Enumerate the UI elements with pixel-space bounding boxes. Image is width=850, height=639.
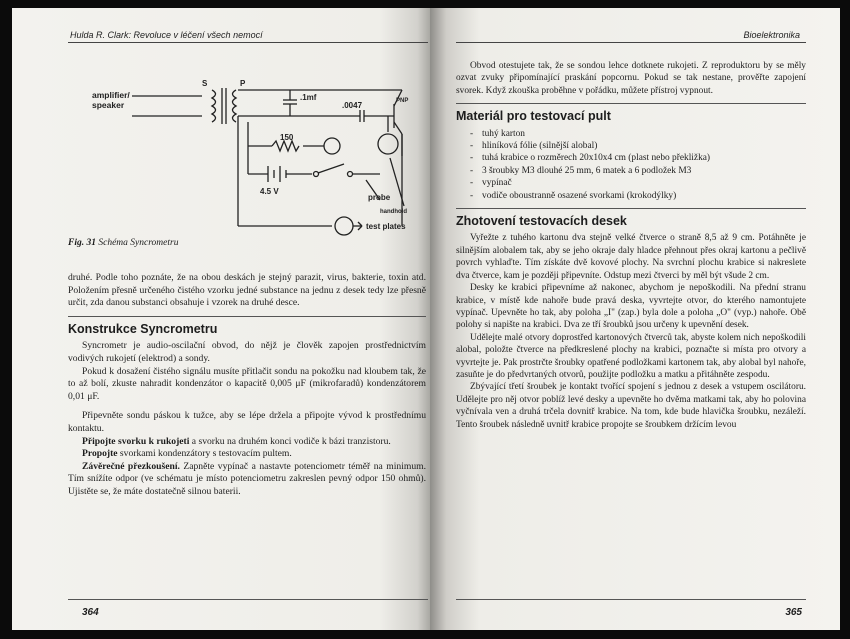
running-header: Bioelektronika — [743, 30, 800, 40]
list-item: - vodiče oboustranně osazené svorkami (krokodýlky) — [470, 190, 806, 202]
label-resistor: 150 — [280, 133, 294, 142]
header-rule — [68, 42, 428, 43]
section-title-zhotoveni: Zhotovení testovacích desek — [456, 214, 627, 229]
running-header: Hulda R. Clark: Revoluce v léčení všech nemocí — [70, 30, 263, 40]
paragraph: Zbývající třetí šroubek je kontakt tvořící spojení s jednou z desek a vstupem oscilátoru. Udělejte pro něj otvor poblíž levé desky a upevněte ho dvěma matkami tak, aby ho polovina vyčnívala ven a druhá trčela dovnitř krabice. Na tom, kde bude hlavička šroubku, nezáleží. Tento šroubek následně uvnitř krabice propojte se šroubkem držícím levou — [456, 382, 806, 430]
label-voltage: 4.5 V — [260, 187, 279, 196]
label-test-plates: test plates — [366, 222, 406, 231]
header-rule — [456, 42, 806, 43]
section-title-material: Materiál pro testovací pult — [456, 109, 611, 124]
label-cap-1mf: .1mf — [300, 93, 317, 102]
label-s: S — [202, 79, 208, 88]
paragraph: Udělejte malé otvory doprostřed kartonových čtverců tak, abyste kolem nich nepoškodili alobal, položte čtverce na předkreslené plochy na krabici, poznačte si místa pro otvory a vyvrtejte je. Pak prostrčte šroubky opatřené podložkami kartonem tak, aby alobal byl nahoře, zasuňte je do předvrtaných otvorů, použijte podložku a matku a přitáhněte zespodu. — [456, 332, 806, 380]
paragraph: Propojte svorkami kondenzátory s testovacím pultem. — [82, 448, 292, 460]
paragraph: Závěrečné přezkoušení. Zapněte vypínač a nastavte potenciometr téměř na minimum. Tím snížíte odpor (ve schématu je místo potenciometru zakreslen pevný odpor 150 ohmů). Ujistěte se, že máte dostatečně silnou baterii. — [68, 460, 426, 497]
page-number: 365 — [785, 607, 802, 618]
label-cap-0047: .0047 — [342, 101, 363, 110]
list-item: - tuhý karton — [470, 128, 806, 140]
paragraph: Pokud k dosažení čistého signálu musíte přitlačit sondu na pokožku nad kloubem tak, že to až bolí, zkuste nahradit kondenzátor o kapacitě 0,005 μF (mikrofaradů) kondenzátorem 0,01 μF. — [68, 365, 426, 402]
material-list — [456, 128, 806, 202]
paragraph: Syncrometr je audio-oscilační obvod, do nějž je člověk zapojen prostřednictvím vodivých rukojetí (elektrod) a sondy. — [68, 340, 426, 364]
list-item: - hliníková fólie (silnější alobal) — [470, 140, 806, 152]
section-title-konstrukce: Konstrukce Syncrometru — [68, 321, 218, 336]
left-page — [12, 8, 430, 630]
paragraph: Připojte svorku k rukojeti a svorku na druhém konci vodiče k bázi tranzistoru. — [82, 435, 391, 447]
list-item: - 3 šroubky M3 dlouhé 25 mm, 6 matek a 6 podložek M3 — [470, 165, 806, 177]
paragraph: Desky ke krabici připevníme až nakonec, abychom je nepoškodili. Na přední stranu krabice, v místě kde nahoře bude pravá deska, vyvrtejte otvor, do kterého namontujete vypínač. Upevněte ho tak, aby poloha „I" (zap.) byla dole a poloha „O" (vyp.) nahoře. Obě polohy si napište na krabici. Dva ze tří šroubků jsou určeny k upevnění desek. — [456, 283, 806, 331]
label-probe: probe — [368, 193, 391, 202]
syncrometer-schematic — [62, 76, 409, 236]
label-handhold: handhold — [380, 209, 407, 215]
paragraph: Vyřežte z tuhého kartonu dva stejně velké čtverce o straně 8,5 až 9 cm. Potáhněte je silnějším alobalem tak, aby se jeho okraje daly hladce přehnout přes okraj kartonu a pečlivě povrch vyhlaďte. Tím získáte dvě kovové plochy. Na svrchní plochu krabice si nakreslete dva čtverce, kam je později připevníte. Odstup mezi čtverci by měl být všude 2 cm. — [456, 233, 806, 281]
paragraph: Obvod otestujete tak, že se sondou lehce dotknete rukojeti. Z reproduktoru by se měly ozvat zvuky připomínající praskání popcornu. Pokud se tak nestane, prověřte zapojení svorek. Když zkouška proběhne v pořádku, můžete přístroj vypnout. — [456, 61, 806, 96]
list-item: - vypínač — [470, 177, 806, 189]
page-number: 364 — [82, 607, 99, 618]
right-body — [456, 60, 806, 431]
svg-text:speaker: speaker — [92, 100, 125, 110]
label-p: P — [240, 79, 246, 88]
left-body — [68, 272, 426, 499]
footer-rule — [456, 599, 806, 600]
paragraph-intro: druhé. Podle toho poznáte, že na obou deskách je stejný parazit, virus, bakterie, toxin atd. Položením přesně určeného čistého vzorku jedné substance na jednu z desek tedy lze přesně určit, zda danou substanci obsahuje i vzorek na druhé desce. — [68, 272, 426, 309]
list-item: - tuhá krabice o rozměrech 20x10x4 cm (plast nebo překližka) — [470, 152, 806, 164]
footer-rule — [68, 599, 428, 600]
right-page — [430, 8, 840, 630]
label-amplifier: amplifier/ — [92, 90, 130, 100]
figure-caption: Fig. 31 Schéma Syncrometru — [68, 238, 179, 248]
label-pnp: PNP — [396, 98, 409, 104]
paragraph: Připevněte sondu páskou k tužce, aby se lépe držela a připojte vývod k prostřednímu kontaktu. — [68, 410, 426, 434]
